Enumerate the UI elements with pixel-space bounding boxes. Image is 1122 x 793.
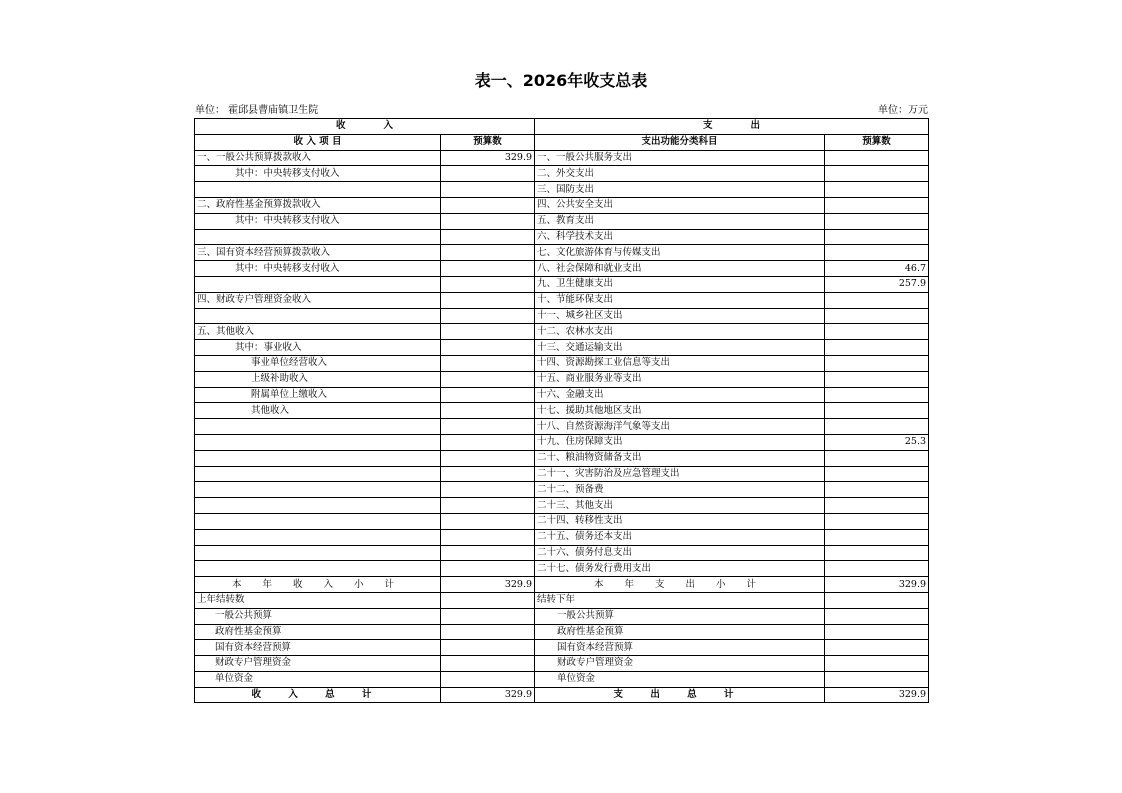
table-row bbox=[195, 403, 929, 419]
table-row bbox=[195, 182, 929, 198]
expense-item-cell: 二、外交支出 bbox=[535, 166, 825, 182]
expense-budget-cell bbox=[825, 150, 929, 166]
expense-carry-cell: 政府性基金预算 bbox=[535, 624, 825, 640]
table-row bbox=[195, 371, 929, 387]
expense-budget-cell bbox=[825, 561, 929, 577]
expense-carry-value bbox=[825, 656, 929, 672]
expense-budget-cell bbox=[825, 466, 929, 482]
expense-item-cell: 二十三、其他支出 bbox=[535, 498, 825, 514]
income-item-cell: 四、财政专户管理资金收入 bbox=[195, 292, 441, 308]
income-budget-cell: 329.9 bbox=[441, 150, 535, 166]
income-budget-cell bbox=[441, 245, 535, 261]
table-row bbox=[195, 166, 929, 182]
expense-carry-cell: 财政专户管理资金 bbox=[535, 656, 825, 672]
income-item-header: 收 入 项 目 bbox=[195, 134, 441, 150]
income-item-cell: 其他收入 bbox=[195, 403, 441, 419]
income-section-header: 收 入 bbox=[195, 119, 535, 135]
income-budget-header: 预算数 bbox=[441, 134, 535, 150]
expense-item-cell: 二十四、转移性支出 bbox=[535, 513, 825, 529]
expense-budget-cell bbox=[825, 324, 929, 340]
income-budget-cell bbox=[441, 324, 535, 340]
expense-item-cell: 二十、粮油物资储备支出 bbox=[535, 450, 825, 466]
income-carry-cell: 单位资金 bbox=[195, 671, 441, 687]
income-budget-cell bbox=[441, 529, 535, 545]
expense-item-cell: 五、教育支出 bbox=[535, 213, 825, 229]
expense-item-cell: 八、社会保障和就业支出 bbox=[535, 261, 825, 277]
income-item-cell bbox=[195, 419, 441, 435]
income-item-cell bbox=[195, 529, 441, 545]
expense-item-cell: 十五、商业服务业等支出 bbox=[535, 371, 825, 387]
income-item-cell: 一、一般公共预算拨款收入 bbox=[195, 150, 441, 166]
expense-budget-cell bbox=[825, 387, 929, 403]
income-budget-cell bbox=[441, 197, 535, 213]
budget-summary-table bbox=[194, 118, 929, 703]
table-row bbox=[195, 229, 929, 245]
expense-section-header: 支 出 bbox=[535, 119, 929, 135]
income-carry-value bbox=[441, 608, 535, 624]
table-row bbox=[195, 276, 929, 292]
expense-item-cell: 十、节能环保支出 bbox=[535, 292, 825, 308]
carry-row bbox=[195, 608, 929, 624]
income-item-cell: 其中：中央转移支付收入 bbox=[195, 166, 441, 182]
expense-total-value: 329.9 bbox=[825, 687, 929, 703]
expense-item-cell: 二十七、债务发行费用支出 bbox=[535, 561, 825, 577]
section-header-row bbox=[195, 119, 929, 135]
income-item-cell bbox=[195, 450, 441, 466]
income-budget-cell bbox=[441, 229, 535, 245]
carry-row bbox=[195, 624, 929, 640]
income-budget-cell bbox=[441, 166, 535, 182]
expense-budget-cell: 46.7 bbox=[825, 261, 929, 277]
expense-budget-cell bbox=[825, 182, 929, 198]
expense-carry-cell: 一般公共预算 bbox=[535, 608, 825, 624]
table-row bbox=[195, 197, 929, 213]
expense-item-cell: 十三、交通运输支出 bbox=[535, 340, 825, 356]
carry-row bbox=[195, 640, 929, 656]
income-budget-cell bbox=[441, 276, 535, 292]
income-total-value: 329.9 bbox=[441, 687, 535, 703]
income-item-cell: 五、其他收入 bbox=[195, 324, 441, 340]
income-item-cell: 附属单位上缴收入 bbox=[195, 387, 441, 403]
table-row bbox=[195, 245, 929, 261]
income-item-cell bbox=[195, 545, 441, 561]
income-budget-cell bbox=[441, 292, 535, 308]
expense-budget-cell bbox=[825, 245, 929, 261]
income-budget-cell bbox=[441, 387, 535, 403]
expense-budget-cell: 257.9 bbox=[825, 276, 929, 292]
expense-budget-cell bbox=[825, 371, 929, 387]
income-budget-cell bbox=[441, 466, 535, 482]
income-budget-cell bbox=[441, 371, 535, 387]
income-item-cell: 其中：事业收入 bbox=[195, 340, 441, 356]
expense-item-cell: 十六、金融支出 bbox=[535, 387, 825, 403]
expense-item-cell: 二十六、债务付息支出 bbox=[535, 545, 825, 561]
expense-item-cell: 二十一、灾害防治及应急管理支出 bbox=[535, 466, 825, 482]
expense-budget-cell bbox=[825, 292, 929, 308]
expense-item-cell: 二十二、预备费 bbox=[535, 482, 825, 498]
table-row bbox=[195, 498, 929, 514]
expense-carry-cell: 结转下年 bbox=[535, 592, 825, 608]
expense-item-cell: 九、卫生健康支出 bbox=[535, 276, 825, 292]
income-carry-value bbox=[441, 624, 535, 640]
income-item-cell: 事业单位经营收入 bbox=[195, 355, 441, 371]
income-budget-cell bbox=[441, 340, 535, 356]
table-row bbox=[195, 545, 929, 561]
income-budget-cell bbox=[441, 513, 535, 529]
expense-item-cell: 十七、援助其他地区支出 bbox=[535, 403, 825, 419]
income-item-cell bbox=[195, 182, 441, 198]
unit-organization: 单位： 霍邱县曹庙镇卫生院 bbox=[195, 105, 319, 116]
income-item-cell bbox=[195, 498, 441, 514]
income-carry-cell: 财政专户管理资金 bbox=[195, 656, 441, 672]
table-row bbox=[195, 213, 929, 229]
column-header-row bbox=[195, 134, 929, 150]
income-carry-value bbox=[441, 671, 535, 687]
expense-carry-value bbox=[825, 608, 929, 624]
income-total-label: 收 入 总 计 bbox=[195, 687, 441, 703]
table-row bbox=[195, 355, 929, 371]
income-budget-cell bbox=[441, 261, 535, 277]
expense-budget-cell bbox=[825, 197, 929, 213]
income-budget-cell bbox=[441, 355, 535, 371]
expense-item-header: 支出功能分类科目 bbox=[535, 134, 825, 150]
expense-budget-cell bbox=[825, 403, 929, 419]
expense-item-cell: 十八、自然资源海洋气象等支出 bbox=[535, 419, 825, 435]
carry-row bbox=[195, 592, 929, 608]
income-item-cell bbox=[195, 229, 441, 245]
income-item-cell: 上级补助收入 bbox=[195, 371, 441, 387]
expense-carry-value bbox=[825, 592, 929, 608]
carry-row bbox=[195, 656, 929, 672]
income-budget-cell bbox=[441, 403, 535, 419]
expense-budget-cell bbox=[825, 545, 929, 561]
expense-item-cell: 四、公共安全支出 bbox=[535, 197, 825, 213]
subtotal-row bbox=[195, 577, 929, 593]
expense-budget-cell bbox=[825, 529, 929, 545]
income-item-cell: 其中：中央转移支付收入 bbox=[195, 213, 441, 229]
income-budget-cell bbox=[441, 419, 535, 435]
income-item-cell bbox=[195, 561, 441, 577]
income-item-cell: 其中：中央转移支付收入 bbox=[195, 261, 441, 277]
income-subtotal-value: 329.9 bbox=[441, 577, 535, 593]
expense-budget-cell bbox=[825, 229, 929, 245]
table-row bbox=[195, 513, 929, 529]
income-carry-value bbox=[441, 640, 535, 656]
table-row bbox=[195, 561, 929, 577]
expense-budget-cell bbox=[825, 213, 929, 229]
expense-item-cell: 七、文化旅游体育与传媒支出 bbox=[535, 245, 825, 261]
unit-currency: 单位：万元 bbox=[878, 105, 928, 116]
income-carry-cell: 政府性基金预算 bbox=[195, 624, 441, 640]
income-budget-cell bbox=[441, 482, 535, 498]
table-row bbox=[195, 340, 929, 356]
income-item-cell bbox=[195, 434, 441, 450]
expense-item-cell: 十二、农林水支出 bbox=[535, 324, 825, 340]
expense-budget-cell: 25.3 bbox=[825, 434, 929, 450]
page-title: 表一、2026年收支总表 bbox=[474, 71, 648, 90]
income-item-cell: 二、政府性基金预算拨款收入 bbox=[195, 197, 441, 213]
income-subtotal-label: 本 年 收 入 小 计 bbox=[195, 577, 441, 593]
expense-total-label: 支 出 总 计 bbox=[535, 687, 825, 703]
income-budget-cell bbox=[441, 434, 535, 450]
expense-subtotal-value: 329.9 bbox=[825, 577, 929, 593]
carry-row bbox=[195, 671, 929, 687]
total-row bbox=[195, 687, 929, 703]
expense-budget-cell bbox=[825, 498, 929, 514]
expense-carry-value bbox=[825, 671, 929, 687]
income-item-cell bbox=[195, 513, 441, 529]
table-row bbox=[195, 482, 929, 498]
expense-budget-cell bbox=[825, 308, 929, 324]
expense-item-cell: 十一、城乡社区支出 bbox=[535, 308, 825, 324]
table-row bbox=[195, 529, 929, 545]
expense-budget-cell bbox=[825, 419, 929, 435]
expense-budget-cell bbox=[825, 355, 929, 371]
table-row bbox=[195, 261, 929, 277]
expense-budget-header: 预算数 bbox=[825, 134, 929, 150]
expense-budget-cell bbox=[825, 450, 929, 466]
income-carry-value bbox=[441, 656, 535, 672]
expense-item-cell: 十九、住房保障支出 bbox=[535, 434, 825, 450]
table-row bbox=[195, 387, 929, 403]
income-carry-cell: 国有资本经营预算 bbox=[195, 640, 441, 656]
table-row bbox=[195, 324, 929, 340]
table-row bbox=[195, 150, 929, 166]
income-item-cell bbox=[195, 466, 441, 482]
expense-carry-cell: 国有资本经营预算 bbox=[535, 640, 825, 656]
income-budget-cell bbox=[441, 498, 535, 514]
table-row bbox=[195, 308, 929, 324]
expense-carry-value bbox=[825, 640, 929, 656]
income-carry-value bbox=[441, 592, 535, 608]
income-budget-cell bbox=[441, 182, 535, 198]
expense-budget-cell bbox=[825, 513, 929, 529]
table-row bbox=[195, 466, 929, 482]
table-row bbox=[195, 450, 929, 466]
income-item-cell bbox=[195, 308, 441, 324]
income-item-cell bbox=[195, 482, 441, 498]
expense-item-cell: 十四、资源勘探工业信息等支出 bbox=[535, 355, 825, 371]
expense-budget-cell bbox=[825, 166, 929, 182]
expense-subtotal-label: 本 年 支 出 小 计 bbox=[535, 577, 825, 593]
income-item-cell: 三、国有资本经营预算拨款收入 bbox=[195, 245, 441, 261]
table-row bbox=[195, 419, 929, 435]
expense-item-cell: 二十五、债务还本支出 bbox=[535, 529, 825, 545]
table-row bbox=[195, 292, 929, 308]
expense-item-cell: 六、科学技术支出 bbox=[535, 229, 825, 245]
income-budget-cell bbox=[441, 545, 535, 561]
income-budget-cell bbox=[441, 213, 535, 229]
expense-budget-cell bbox=[825, 340, 929, 356]
expense-item-cell: 三、国防支出 bbox=[535, 182, 825, 198]
income-carry-cell: 一般公共预算 bbox=[195, 608, 441, 624]
income-budget-cell bbox=[441, 308, 535, 324]
income-budget-cell bbox=[441, 561, 535, 577]
table-row bbox=[195, 434, 929, 450]
income-item-cell bbox=[195, 276, 441, 292]
expense-carry-value bbox=[825, 624, 929, 640]
expense-item-cell: 一、一般公共服务支出 bbox=[535, 150, 825, 166]
income-carry-cell: 上年结转数 bbox=[195, 592, 441, 608]
expense-carry-cell: 单位资金 bbox=[535, 671, 825, 687]
income-budget-cell bbox=[441, 450, 535, 466]
expense-budget-cell bbox=[825, 482, 929, 498]
